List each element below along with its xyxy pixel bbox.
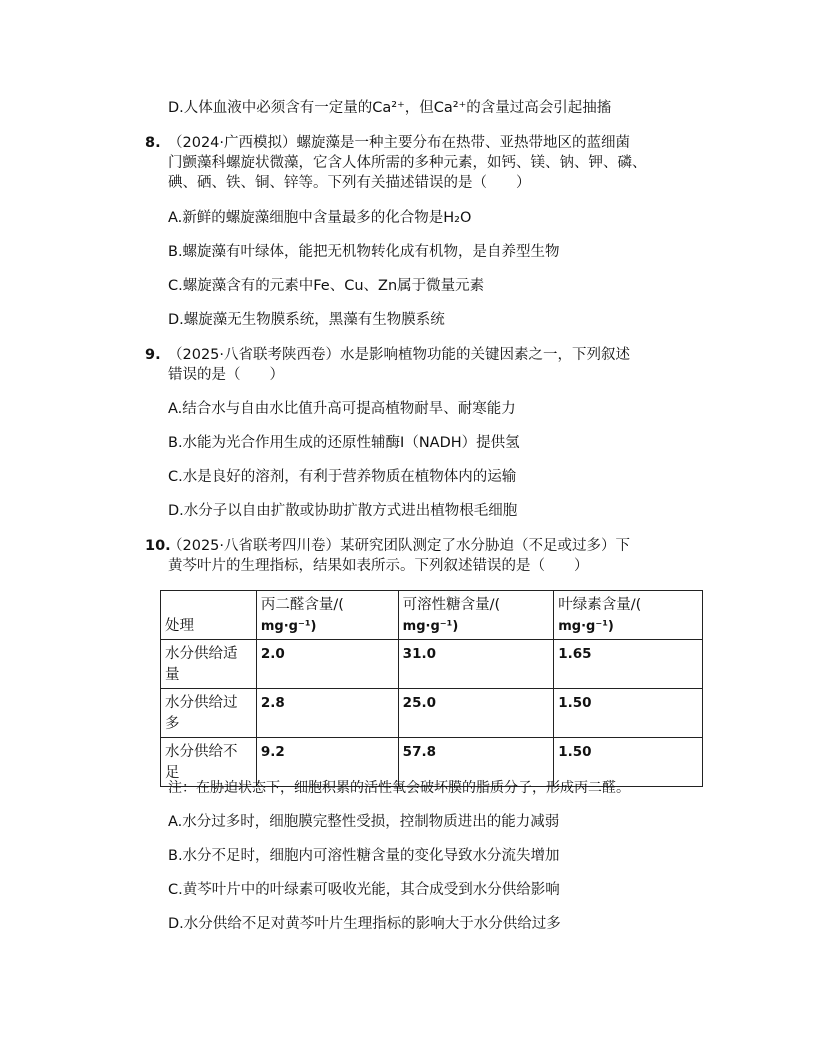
table-row	[161, 640, 703, 689]
q9-option-a: A.结合水与自由水比值升高可提高植物耐旱、耐寒能力	[168, 401, 516, 417]
q8-option-b: B.螺旋藻有叶绿体，能把无机物转化成有机物，是自养型生物	[168, 244, 560, 260]
header-line-2: 处理	[165, 618, 194, 634]
table-header-cell	[554, 591, 703, 640]
treatment-line-1: 水分供给适	[165, 646, 238, 662]
table-cell-chlorophyll: 1.65	[554, 640, 703, 689]
q9-option-d: D.水分子以自由扩散或协助扩散方式进出植物根毛细胞	[168, 503, 518, 519]
table-cell-sugar: 57.8	[398, 738, 554, 787]
q8-option-a: A.新鲜的螺旋藻细胞中含量最多的化合物是H₂O	[168, 210, 472, 226]
q8-option-c: C.螺旋藻含有的元素中Fe、Cu、Zn属于微量元素	[168, 278, 485, 294]
table-cell-mda: 2.8	[256, 689, 398, 738]
q9-option-c: C.水是良好的溶剂，有利于营养物质在植物体内的运输	[168, 469, 517, 485]
treatment-line-2: 多	[165, 716, 180, 732]
q8-number: 8.	[145, 135, 161, 151]
table-header-cell	[161, 591, 257, 640]
table-cell-mda: 9.2	[256, 738, 398, 787]
q10-option-a: A.水分过多时，细胞膜完整性受损，控制物质进出的能力减弱	[168, 814, 560, 830]
table-header-cell	[256, 591, 398, 640]
treatment-line-1: 水分供给不	[165, 744, 238, 760]
table-cell-sugar: 31.0	[398, 640, 554, 689]
table-header-cell	[398, 591, 554, 640]
q9-stem-line-1: （2025·八省联考陕西卷）水是影响植物功能的关键因素之一，下列叙述	[168, 347, 631, 363]
q7-option-d: D.人体血液中必须含有一定量的Ca²⁺，但Ca²⁺的含量过高会引起抽搐	[168, 100, 612, 116]
header-line-1: 丙二醛含量/(	[260, 597, 344, 613]
table-cell-mda: 2.0	[256, 640, 398, 689]
table-note: 注：在胁迫状态下，细胞积累的活性氧会破坏膜的脂质分子，形成丙二醛。	[168, 780, 630, 796]
table-cell-chlorophyll: 1.50	[554, 738, 703, 787]
q10-stem-line-2: 黄芩叶片的生理指标，结果如表所示。下列叙述错误的是（ ）	[168, 558, 589, 574]
q10-option-c: C.黄芩叶片中的叶绿素可吸收光能，其合成受到水分供给影响	[168, 882, 560, 898]
q10-number: 10.	[145, 538, 171, 554]
header-line-1: 可溶性糖含量/(	[402, 597, 501, 613]
table-cell-treatment	[161, 689, 257, 738]
q8-option-d: D.螺旋藻无生物膜系统，黑藻有生物膜系统	[168, 312, 445, 328]
table-cell-treatment	[161, 640, 257, 689]
q8-stem-line-1: （2024·广西模拟）螺旋藻是一种主要分布在热带、亚热带地区的蓝细菌	[168, 135, 631, 151]
q9-option-b: B.水能为光合作用生成的还原性辅酶Ⅰ（NADH）提供氢	[168, 435, 520, 451]
table-cell-chlorophyll: 1.50	[554, 689, 703, 738]
q9-number: 9.	[145, 347, 161, 363]
header-line-1: 叶绿素含量/(	[558, 597, 642, 613]
q9-stem-line-2: 错误的是（ ）	[168, 367, 284, 383]
header-unit: mg·g⁻¹)	[260, 619, 317, 634]
q10-option-d: D.水分供给不足对黄芩叶片生理指标的影响大于水分供给过多	[168, 916, 561, 932]
water-stress-table	[160, 590, 703, 787]
table-cell-sugar: 25.0	[398, 689, 554, 738]
q8-stem-line-2: 门颤藻科螺旋状微藻，它含人体所需的多种元素，如钙、镁、钠、钾、磷、	[168, 155, 647, 171]
header-line-1	[165, 595, 252, 616]
treatment-line-2: 量	[165, 667, 180, 683]
q8-stem-line-3: 碘、硒、铁、铜、锌等。下列有关描述错误的是（ ）	[168, 175, 531, 191]
q10-stem-line-1: （2025·八省联考四川卷）某研究团队测定了水分胁迫（不足或过多）下	[168, 538, 631, 554]
table-row	[161, 689, 703, 738]
q10-option-b: B.水分不足时，细胞内可溶性糖含量的变化导致水分流失增加	[168, 848, 560, 864]
header-unit: mg·g⁻¹)	[558, 619, 614, 634]
treatment-line-2: 足	[165, 765, 180, 781]
treatment-line-1: 水分供给过	[165, 695, 238, 711]
table-header-row	[161, 591, 703, 640]
header-unit: mg·g⁻¹)	[402, 619, 459, 634]
